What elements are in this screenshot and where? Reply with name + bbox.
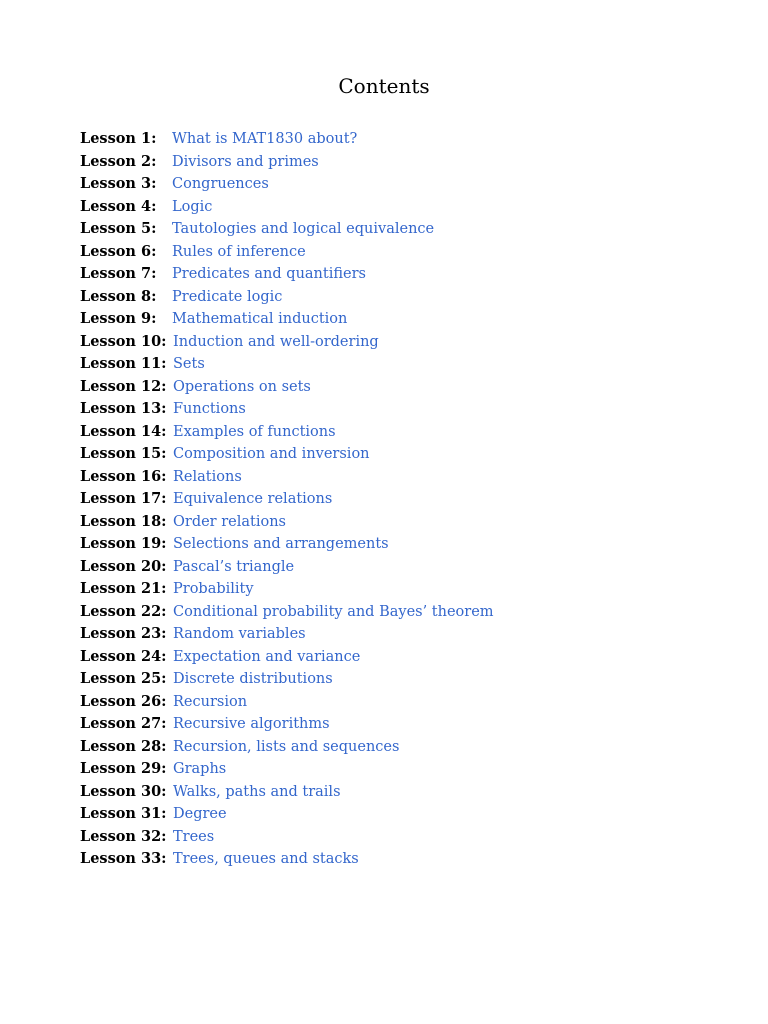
toc-entry (80, 151, 494, 174)
lesson-link[interactable]: Trees, queues and stacks (173, 851, 359, 867)
lesson-label: Lesson 33: (80, 850, 167, 867)
lesson-link[interactable]: What is MAT1830 about? (172, 131, 358, 147)
lesson-label: Lesson 10: (80, 332, 167, 350)
toc-entry (80, 241, 494, 264)
lesson-link[interactable]: Equivalence relations (173, 491, 333, 507)
lesson-label: Lesson 1: (80, 130, 157, 147)
lesson-label: Lesson 29: (80, 760, 167, 777)
toc-entry (80, 803, 494, 826)
toc-entry (80, 128, 494, 151)
lesson-label: Lesson 9: (80, 310, 157, 327)
toc-entry (80, 218, 494, 241)
lesson-link[interactable]: Logic (172, 198, 213, 215)
table-of-contents (80, 128, 494, 871)
toc-entry (80, 488, 494, 511)
toc-entry (80, 331, 494, 354)
toc-entry (80, 623, 494, 646)
lesson-label: Lesson 4: (80, 197, 157, 215)
toc-entry (80, 263, 494, 286)
lesson-link[interactable]: Rules of inference (172, 243, 306, 260)
lesson-label: Lesson 7: (80, 265, 157, 282)
lesson-link[interactable]: Selections and arrangements (173, 536, 389, 552)
lesson-label: Lesson 3: (80, 175, 157, 192)
lesson-link[interactable]: Recursion (173, 693, 248, 710)
lesson-label: Lesson 30: (80, 782, 167, 800)
lesson-label: Lesson 16: (80, 467, 167, 485)
lesson-link[interactable]: Discrete distributions (173, 671, 333, 687)
lesson-link[interactable]: Probability (173, 581, 254, 597)
toc-entry (80, 668, 494, 691)
toc-entry (80, 556, 494, 579)
toc-entry (80, 173, 494, 196)
toc-entry (80, 353, 494, 376)
lesson-label: Lesson 21: (80, 580, 167, 597)
toc-entry (80, 376, 494, 399)
lesson-link[interactable]: Recursive algorithms (173, 716, 330, 732)
lesson-link[interactable]: Trees (173, 828, 215, 845)
toc-entry (80, 533, 494, 556)
lesson-label: Lesson 14: (80, 422, 167, 440)
lesson-link[interactable]: Degree (173, 806, 227, 822)
toc-entry (80, 578, 494, 601)
lesson-label: Lesson 19: (80, 535, 167, 552)
lesson-label: Lesson 11: (80, 355, 167, 372)
toc-entry (80, 646, 494, 669)
toc-entry (80, 781, 494, 804)
lesson-label: Lesson 12: (80, 377, 167, 395)
lesson-link[interactable]: Order relations (173, 513, 286, 530)
lesson-link[interactable]: Graphs (173, 761, 227, 777)
lesson-label: Lesson 6: (80, 242, 157, 260)
lesson-label: Lesson 18: (80, 512, 167, 530)
toc-entry (80, 421, 494, 444)
toc-entry (80, 736, 494, 759)
toc-entry (80, 443, 494, 466)
lesson-link[interactable]: Tautologies and logical equivalence (172, 221, 435, 237)
lesson-link[interactable]: Relations (173, 468, 242, 485)
lesson-link[interactable]: Predicate logic (172, 288, 283, 305)
lesson-label: Lesson 25: (80, 670, 167, 687)
lesson-link[interactable]: Conditional probability and Bayes’ theorem (173, 603, 494, 620)
lesson-label: Lesson 23: (80, 625, 167, 642)
lesson-label: Lesson 26: (80, 692, 167, 710)
lesson-link[interactable]: Pascal’s triangle (173, 558, 295, 575)
lesson-label: Lesson 24: (80, 647, 167, 665)
toc-entry (80, 466, 494, 489)
lesson-link[interactable]: Expectation and variance (173, 648, 361, 665)
toc-entry (80, 691, 494, 714)
lesson-link[interactable]: Recursion, lists and sequences (173, 738, 400, 755)
lesson-link[interactable]: Congruences (172, 176, 269, 192)
toc-entry (80, 398, 494, 421)
lesson-link[interactable]: Functions (173, 401, 246, 417)
lesson-label: Lesson 31: (80, 805, 167, 822)
page-title: Contents (338, 74, 430, 99)
lesson-link[interactable]: Operations on sets (173, 378, 311, 395)
lesson-link[interactable]: Random variables (173, 626, 306, 642)
toc-entry (80, 848, 494, 871)
lesson-link[interactable]: Mathematical induction (172, 311, 348, 327)
toc-entry (80, 758, 494, 781)
lesson-label: Lesson 27: (80, 715, 167, 732)
lesson-link[interactable]: Predicates and quantifiers (172, 266, 366, 282)
lesson-label: Lesson 15: (80, 445, 167, 462)
lesson-label: Lesson 8: (80, 287, 157, 305)
lesson-label: Lesson 32: (80, 827, 167, 845)
lesson-link[interactable]: Divisors and primes (172, 153, 319, 170)
lesson-label: Lesson 28: (80, 737, 167, 755)
lesson-label: Lesson 13: (80, 400, 167, 417)
lesson-label: Lesson 22: (80, 602, 167, 620)
lesson-link[interactable]: Sets (173, 356, 205, 372)
lesson-link[interactable]: Examples of functions (173, 423, 336, 440)
lesson-label: Lesson 5: (80, 220, 157, 237)
lesson-link[interactable]: Walks, paths and trails (173, 783, 341, 800)
toc-entry (80, 511, 494, 534)
toc-entry (80, 826, 494, 849)
lesson-label: Lesson 17: (80, 490, 167, 507)
toc-entry (80, 196, 494, 219)
toc-entry (80, 286, 494, 309)
lesson-label: Lesson 2: (80, 152, 157, 170)
lesson-link[interactable]: Composition and inversion (173, 446, 370, 462)
lesson-label: Lesson 20: (80, 557, 167, 575)
toc-entry (80, 601, 494, 624)
lesson-link[interactable]: Induction and well-ordering (173, 333, 379, 350)
toc-entry (80, 308, 494, 331)
toc-entry (80, 713, 494, 736)
